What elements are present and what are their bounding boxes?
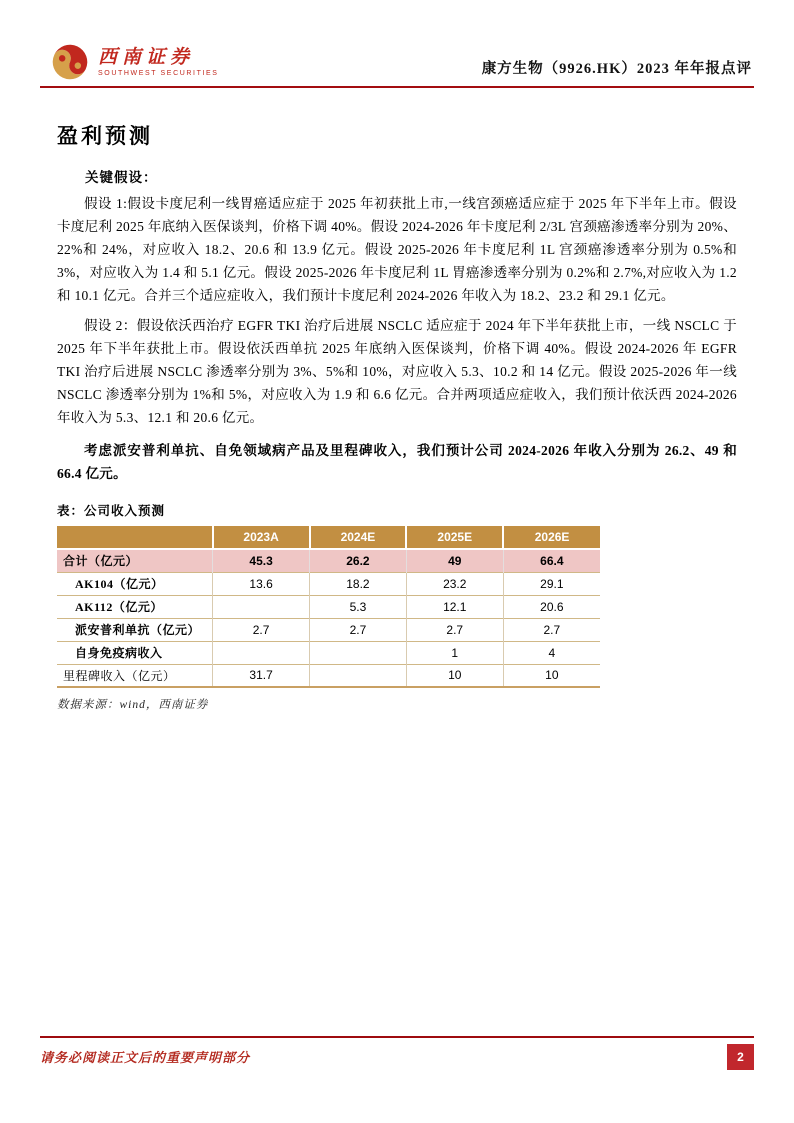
brand-name-en: SOUTHWEST SECURITIES: [98, 69, 219, 77]
table-row-total: [57, 549, 600, 572]
cell-value: 10: [503, 664, 600, 687]
header-cell-2026e: 2026E: [503, 526, 600, 549]
brand-logo: [52, 44, 219, 80]
report-title: 康方生物（9926.HK）2023 年年报点评: [481, 61, 752, 77]
header-cell-2025e: 2025E: [406, 526, 503, 549]
cell-value: 45.3: [213, 549, 310, 572]
assumption-paragraph-1: 假设 1:假设卡度尼利一线胃癌适应症于 2025 年初获批上市,一线宫颈癌适应症于 2025 年下半年上市。假设卡度尼利 2025 年底纳入医保谈判，价格下调 40%。假设 2024-2026 年卡度尼利 2/3L 宫颈癌渗透率分别为 20%、22%和 24%，对应收入 18.2、20.6 和 13.9 亿元。假设 2025-2026 年卡度尼利 1L 宫颈癌渗透率分别为 0.5%和 3%，对应收入为 1.4 和 5.1 亿元。假设 2025-2026 年卡度尼利 1L 胃癌渗透率分别为 0.2%和 2.7%,对应收入为 1.2 和 10.1 亿元。合并三个适应症收入，我们预计卡度尼利 2024-2026 年收入为 18.2、23.2 和 29.1 亿元。: [57, 196, 737, 303]
footer-disclaimer: 请务必阅读正文后的重要声明部分: [40, 1050, 251, 1065]
cell-value: 4: [503, 641, 600, 664]
cell-value: [213, 641, 310, 664]
cell-value: 2.7: [213, 618, 310, 641]
header-cell-2024e: 2024E: [310, 526, 407, 549]
row-label: AK112（亿元）: [57, 595, 213, 618]
cell-value: 12.1: [406, 595, 503, 618]
cell-value: 18.2: [310, 572, 407, 595]
table-row-penpulimab: [57, 618, 600, 641]
brand-name-cn: 西南证券: [98, 46, 195, 68]
cell-value: [213, 595, 310, 618]
table-caption: 表：公司收入预测: [57, 504, 166, 518]
table-row-autoimmune: [57, 641, 600, 664]
page-header: [40, 0, 754, 88]
revenue-forecast-table: [57, 526, 600, 688]
cell-value: 23.2: [406, 572, 503, 595]
header-cell-2023a: 2023A: [213, 526, 310, 549]
table-header-row: [57, 526, 600, 549]
main-content: [57, 120, 737, 712]
summary-paragraph: 考虑派安普利单抗、自免领域病产品及里程碑收入，我们预计公司 2024-2026 年收入分别为 26.2、49 和 66.4 亿元。: [57, 443, 737, 481]
footer-divider: [40, 1036, 754, 1038]
cell-value: 29.1: [503, 572, 600, 595]
cell-value: 66.4: [503, 549, 600, 572]
cell-value: 10: [406, 664, 503, 687]
table-row-milestone: [57, 664, 600, 687]
table-row-ak112: [57, 595, 600, 618]
section-title: 盈利预测: [57, 124, 153, 148]
page-number-badge: 2: [727, 1044, 754, 1070]
data-source-note: 数据来源：wind，西南证券: [57, 699, 209, 711]
brand-text: [98, 48, 219, 77]
assumption-paragraph-2: 假设 2：假设依沃西治疗 EGFR TKI 治疗后进展 NSCLC 适应症于 2024 年下半年获批上市，一线 NSCLC 于 2025 年下半年获批上市。假设依沃西单抗 2025 年底纳入医保谈判，价格下调 40%。假设 2024-2026 年 EGFR TKI 治疗后进展 NSCLC 渗透率分别为 3%、5%和 10%，对应收入 5.3、10.2 和 14 亿元。假设 2025-2026 年一线 NSCLC 渗透率分别为 1%和 5%，对应收入为 1.9 和 6.6 亿元。合并两项适应症收入，我们预计依沃西 2024-2026 年收入为 5.3、12.1 和 20.6 亿元。: [57, 318, 737, 425]
row-label: 派安普利单抗（亿元）: [57, 618, 213, 641]
cell-value: 5.3: [310, 595, 407, 618]
header-divider: [40, 86, 754, 88]
cell-value: 2.7: [406, 618, 503, 641]
cell-value: [310, 664, 407, 687]
row-label: AK104（亿元）: [57, 572, 213, 595]
table-row-ak104: [57, 572, 600, 595]
header-cell-label: [57, 526, 213, 549]
cell-value: 26.2: [310, 549, 407, 572]
cell-value: 20.6: [503, 595, 600, 618]
cell-value: [310, 641, 407, 664]
key-assumptions-label: 关键假设：: [85, 170, 158, 185]
cell-value: 13.6: [213, 572, 310, 595]
row-label: 合计（亿元）: [57, 549, 213, 572]
row-label: 里程碑收入（亿元）: [57, 664, 213, 687]
cell-value: 31.7: [213, 664, 310, 687]
cell-value: 1: [406, 641, 503, 664]
row-label: 自身免疫病收入: [57, 641, 213, 664]
cell-value: 2.7: [503, 618, 600, 641]
page-footer: [40, 1036, 754, 1070]
swirl-logo-icon: [52, 44, 88, 80]
cell-value: 2.7: [310, 618, 407, 641]
cell-value: 49: [406, 549, 503, 572]
